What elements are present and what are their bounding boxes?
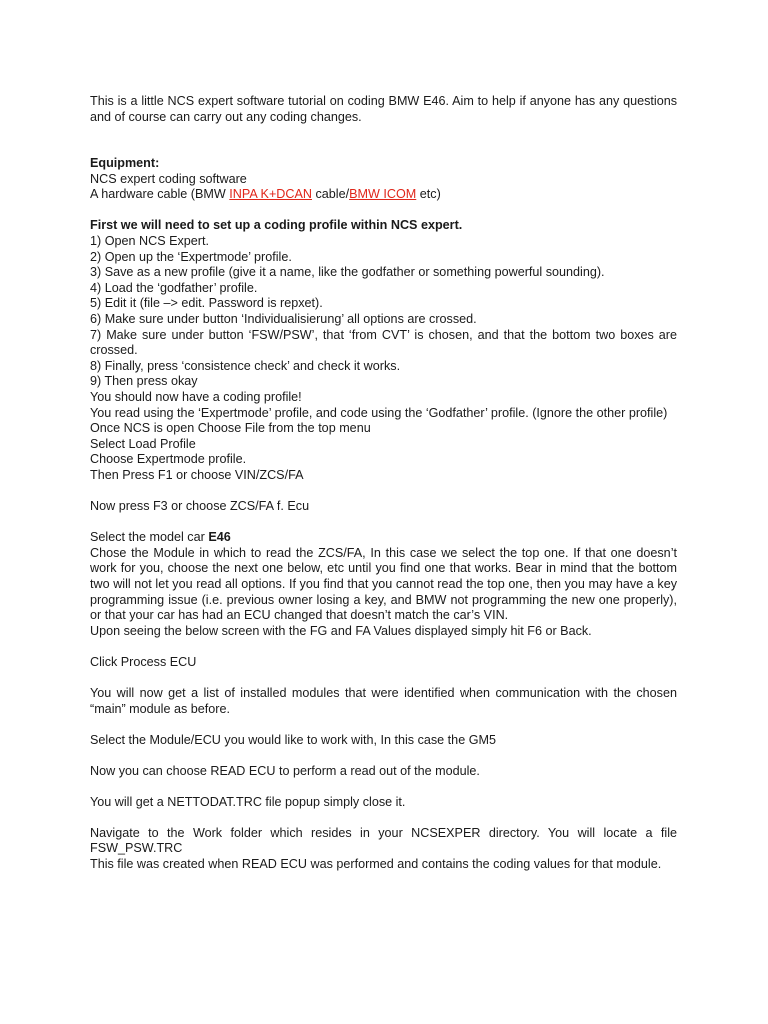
equipment-section — [90, 156, 677, 203]
step-item: 6) Make sure under button ‘Individualisierung’ all options are crossed. — [90, 312, 477, 327]
fg-fa-line: Upon seeing the below screen with the FG and FA Values displayed simply hit F6 or Back. — [90, 623, 592, 638]
equipment-software: NCS expert coding software — [90, 171, 247, 186]
step-item: 2) Open up the ‘Expertmode’ profile. — [90, 249, 292, 264]
profile-setup-heading: First we will need to set up a coding profile within NCS expert. — [90, 218, 463, 233]
step-item: 7) Make sure under button ‘FSW/PSW’, that ‘from CVT’ is chosen, and that the bottom two boxes are crossed. — [90, 327, 677, 358]
intro-paragraph: This is a little NCS expert software tutorial on coding BMW E46. Aim to help if anyone has any questions and of course can carry out any coding changes. — [90, 94, 677, 124]
cable-mid: cable/ — [311, 187, 350, 202]
instruction-line: You should now have a coding profile! — [90, 390, 302, 404]
select-model-line — [90, 530, 677, 546]
instruction-line: Choose Expertmode profile. — [90, 452, 247, 467]
select-module-line: Select the Module/ECU you would like to work with, In this case the GM5 — [90, 732, 496, 747]
document-page — [90, 94, 677, 873]
click-process-line: Click Process ECU — [90, 654, 197, 669]
step-item: 5) Edit it (file –> edit. Password is repxet). — [90, 296, 323, 311]
nettodat-line: You will get a NETTODAT.TRC file popup simply close it. — [90, 794, 406, 809]
equipment-heading: Equipment: — [90, 156, 160, 171]
step-item: 9) Then press okay — [90, 374, 198, 389]
cable-suffix: etc) — [416, 187, 441, 202]
step-item: 8) Finally, press ‘consistence check’ and check it works. — [90, 358, 401, 373]
instruction-line: Then Press F1 or choose VIN/ZCS/FA — [90, 467, 304, 482]
inpa-kdcan-link[interactable]: INPA K+DCAN — [229, 187, 312, 202]
cable-prefix: A hardware cable (BMW — [90, 187, 230, 202]
profile-setup-section — [90, 218, 677, 483]
instruction-line: You read using the ‘Expertmode’ profile, and code using the ‘Godfather’ profile. (Ignore the other profile) — [90, 405, 668, 420]
module-choice-paragraph: Chose the Module in which to read the ZCS/FA, In this case we select the top one. If that one doesn’t work for you, choose the next one below, etc until you find one that works. Bear in mind that the bottom two will not let you read all options. If you find that you cannot read the top one, then you may have a key programming issue (i.e. previous owner losing a key, and BMW not programming the new one properly), or that your car has had an ECU changed that doesn’t match the car’s VIN. — [90, 545, 677, 623]
step-item: 3) Save as a new profile (give it a name, like the godfather or something powerful sounding). — [90, 265, 605, 280]
instruction-line: Once NCS is open Choose File from the top menu — [90, 421, 371, 436]
model-value: E46 — [208, 530, 231, 545]
step-item: 1) Open NCS Expert. — [90, 234, 209, 249]
model-prefix: Select the model car — [90, 530, 209, 545]
file-created-paragraph: This file was created when READ ECU was performed and contains the coding values for that module. — [90, 857, 662, 872]
press-f3-line: Now press F3 or choose ZCS/FA f. Ecu — [90, 499, 310, 514]
installed-modules-paragraph: You will now get a list of installed modules that were identified when communication with the chosen “main” module as before. — [90, 685, 677, 716]
bmw-icom-link[interactable]: BMW ICOM — [349, 187, 417, 202]
navigate-paragraph: Navigate to the Work folder which resides in your NCSEXPER directory. You will locate a file FSW_PSW.TRC — [90, 825, 677, 856]
step-item: 4) Load the ‘godfather’ profile. — [90, 280, 258, 295]
read-ecu-line: Now you can choose READ ECU to perform a read out of the module. — [90, 763, 480, 778]
equipment-cable — [90, 187, 677, 203]
instruction-line: Select Load Profile — [90, 436, 196, 451]
